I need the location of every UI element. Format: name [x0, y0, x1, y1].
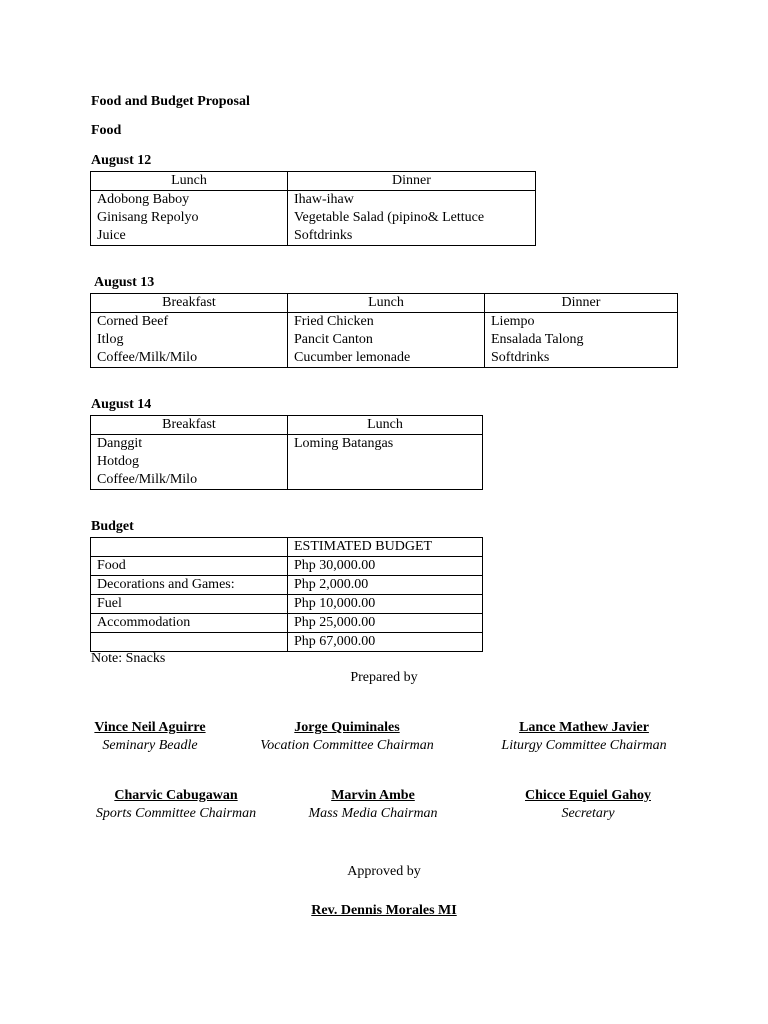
aug13-lunch-cell [288, 313, 485, 368]
menu-item: Vegetable Salad (pipino& Lettuce [294, 210, 485, 225]
menu-item: Fried Chicken [294, 314, 374, 329]
menu-item: Adobong Baboy [97, 192, 190, 207]
budget-header-estimated: ESTIMATED BUDGET [288, 538, 483, 557]
menu-item: Ginisang Repolyo [97, 210, 199, 225]
signatory-name: Vince Neil Aguirre [94, 720, 206, 735]
menu-item: Loming Batangas [294, 436, 394, 451]
budget-total-row [91, 633, 483, 652]
approved-by-label: Approved by [347, 864, 421, 879]
signatory-block [86, 787, 266, 823]
signatory-role: Liturgy Committee Chairman [501, 738, 667, 753]
aug12-date: August 12 [91, 153, 152, 168]
menu-item: Liempo [491, 314, 535, 329]
aug14-date: August 14 [91, 397, 152, 412]
menu-item: Ensalada Talong [491, 332, 584, 347]
aug12-header-lunch: Lunch [91, 172, 288, 191]
signatory-block [247, 719, 447, 755]
approver-block [0, 902, 768, 920]
aug14-header-lunch: Lunch [288, 416, 483, 435]
budget-item: Decorations and Games: [91, 576, 288, 595]
signatory-name: Marvin Ambe [331, 788, 415, 803]
aug14-header-breakfast: Breakfast [91, 416, 288, 435]
signatory-block [484, 719, 684, 755]
table-row [91, 614, 483, 633]
table-row [91, 576, 483, 595]
table-row [91, 595, 483, 614]
signatory-block [60, 719, 240, 755]
menu-item: Coffee/Milk/Milo [97, 472, 198, 487]
menu-item: Coffee/Milk/Milo [97, 350, 198, 365]
budget-item: Accommodation [91, 614, 288, 633]
budget-note: Note: Snacks [91, 651, 166, 666]
menu-item: Cucumber lemonade [294, 350, 411, 365]
budget-table [90, 537, 483, 652]
signatory-role: Secretary [561, 806, 615, 821]
aug13-date: August 13 [94, 275, 155, 290]
menu-item: Softdrinks [491, 350, 550, 365]
aug13-menu-table [90, 293, 678, 368]
budget-total-amount: Php 67,000.00 [288, 633, 483, 652]
aug14-breakfast-cell [91, 435, 288, 490]
signatory-name: Jorge Quiminales [294, 720, 400, 735]
menu-item: Ihaw-ihaw [294, 192, 354, 207]
menu-item: Danggit [97, 436, 143, 451]
aug14-menu-table [90, 415, 483, 490]
menu-item: Pancit Canton [294, 332, 373, 347]
aug14-lunch-cell [288, 435, 483, 490]
signatory-block [488, 787, 688, 823]
food-heading: Food [91, 123, 122, 138]
aug12-dinner-cell [288, 191, 536, 246]
budget-amount: Php 10,000.00 [288, 595, 483, 614]
budget-total-label [91, 633, 288, 652]
signatory-role: Seminary Beadle [102, 738, 198, 753]
budget-heading: Budget [91, 519, 134, 534]
budget-item: Food [91, 557, 288, 576]
menu-item: Juice [97, 228, 126, 243]
signatory-name: Charvic Cabugawan [114, 788, 238, 803]
budget-header-item [91, 538, 288, 557]
signatory-name: Chicce Equiel Gahoy [524, 788, 651, 803]
approver-name: Rev. Dennis Morales MI [311, 903, 457, 918]
signatory-block [273, 787, 473, 823]
aug12-menu-table [90, 171, 536, 246]
signatory-name: Lance Mathew Javier [519, 720, 649, 735]
aug13-breakfast-cell [91, 313, 288, 368]
budget-amount: Php 2,000.00 [288, 576, 483, 595]
aug12-header-dinner: Dinner [288, 172, 536, 191]
signatory-role: Sports Committee Chairman [95, 806, 257, 821]
aug13-header-lunch: Lunch [288, 294, 485, 313]
signatory-role: Vocation Committee Chairman [260, 738, 434, 753]
menu-item: Itlog [97, 332, 124, 347]
document-title: Food and Budget Proposal [91, 94, 250, 109]
aug13-header-dinner: Dinner [485, 294, 678, 313]
budget-item: Fuel [91, 595, 288, 614]
budget-amount: Php 25,000.00 [288, 614, 483, 633]
menu-item: Hotdog [97, 454, 139, 469]
prepared-by-label: Prepared by [350, 670, 418, 685]
table-row [91, 557, 483, 576]
aug12-lunch-cell [91, 191, 288, 246]
menu-item: Softdrinks [294, 228, 353, 243]
aug13-header-breakfast: Breakfast [91, 294, 288, 313]
signatory-role: Mass Media Chairman [308, 806, 438, 821]
menu-item: Corned Beef [97, 314, 169, 329]
budget-amount: Php 30,000.00 [288, 557, 483, 576]
aug13-dinner-cell [485, 313, 678, 368]
